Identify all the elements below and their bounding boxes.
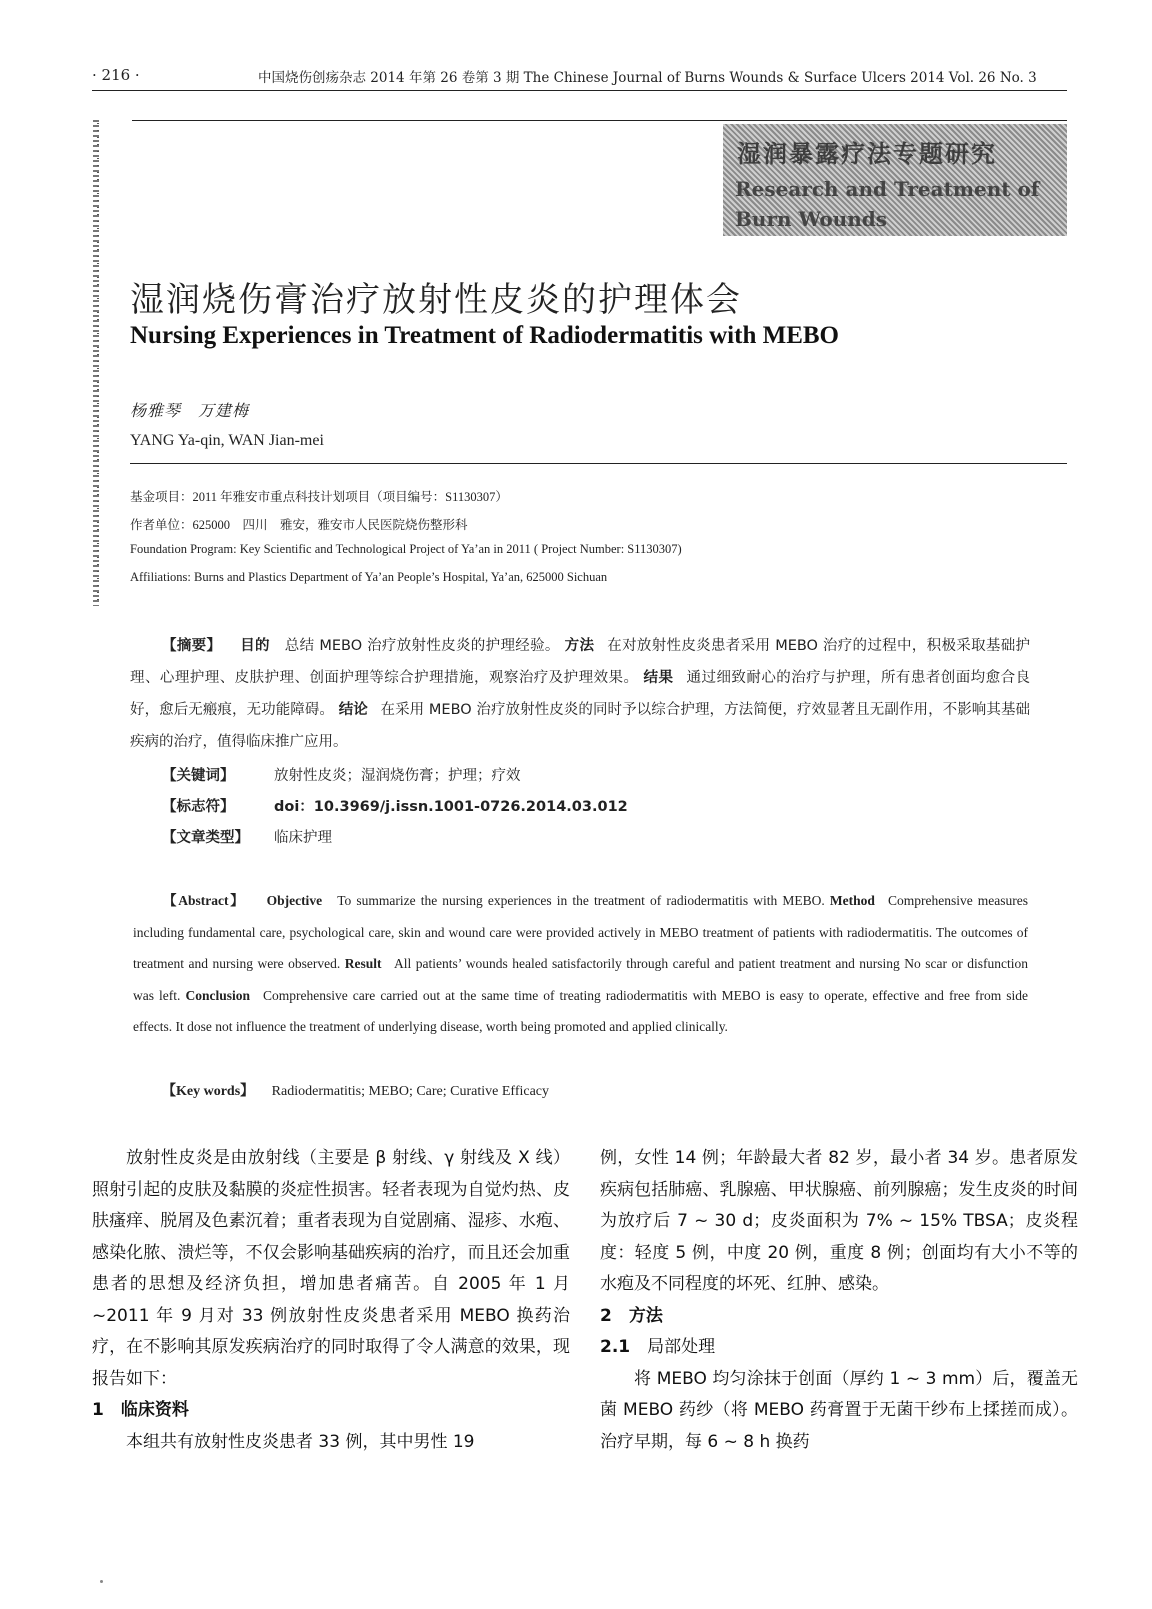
article-title-cn: 湿润烧伤膏治疗放射性皮炎的护理体会 (130, 280, 742, 320)
keywords-en-label: 【Key words】 (162, 1084, 255, 1099)
header-rule (92, 90, 1067, 91)
section-2-1-title: 局部处理 (647, 1337, 716, 1357)
column-badge-cn: 湿润暴露疗法专题研究 (737, 140, 997, 168)
section-2-1-paragraph: 将 MEBO 均匀涂抹于创面（厚约 1 ~ 3 mm）后，覆盖无菌 MEBO 药纱（将 MEBO 药膏置于无菌干纱布上揉搓而成）。治疗早期，每 6 ~ 8 h 换药 (600, 1368, 1078, 1452)
abstract-cn-objective-label: 目的 (240, 638, 270, 654)
abstract-en-method: Comprehensive measures including fundamental care, psychological care, skin and wound care were provided actively in MEBO treatment of patients with radiodermatitis. The outcomes of treatment and nursing were observed. (133, 893, 1029, 971)
abstract-en-objective: To summarize the nursing experiences in the treatment of radiodermatitis with MEBO. (337, 893, 825, 908)
article-type-row (162, 826, 332, 847)
abstract-cn (130, 630, 1030, 758)
keywords-cn-label: 【关键词】 (162, 768, 235, 784)
section-1-continued: 例，女性 14 例；年龄最大者 82 岁，最小者 34 岁。患者原发疾病包括肺癌、乳腺癌、甲状腺癌、前列腺癌；发生皮炎的时间为放疗后 7 ~ 30 d；皮炎面积为 7% ~ 15% TBSA；皮炎程度：轻度 5 例，中度 20 例，重度 8 例；创面均有大小不等的水疱及不同程度的坏死、红肿、感染。 (600, 1148, 1078, 1294)
abstract-cn-objective: 总结 MEBO 治疗放射性皮炎的护理经验。 (284, 638, 560, 654)
abstract-cn-conclusion-label: 结论 (338, 702, 368, 718)
author-rule (130, 463, 1067, 464)
page-number: · 216 · (92, 66, 140, 84)
section-2-1-number: 2.1 (600, 1337, 631, 1357)
abstract-cn-result: 通过细致耐心的治疗与护理，所有患者创面均愈合良好，愈后无瘢痕，无功能障碍。 (130, 670, 1031, 718)
article-title-en: Nursing Experiences in Treatment of Radiodermatitis with MEBO (130, 322, 839, 349)
body-left-column (92, 1143, 570, 1458)
article-type-label: 【文章类型】 (162, 830, 249, 846)
abstract-en-result-label: Result (344, 956, 382, 971)
section-2-heading: 2 方法 (600, 1305, 663, 1326)
abstract-cn-result-label: 结果 (643, 670, 674, 686)
section-1-heading: 1 临床资料 (92, 1400, 189, 1420)
abstract-en (133, 885, 1028, 1043)
affiliation-cn: 作者单位：625000 四川 雅安，雅安市人民医院烧伤整形科 (130, 518, 468, 532)
keywords-cn: 放射性皮炎；湿润烧伤膏；护理；疗效 (274, 768, 521, 784)
abstract-en-result: All patients’ wounds healed satisfactorily through careful and patient treatment and nursing No scar or disfunction was left. (133, 956, 1029, 1003)
abstract-en-method-label: Method (829, 893, 875, 908)
doi-value: doi：10.3969/j.issn.1001-0726.2014.03.012 (274, 799, 628, 815)
abstract-en-objective-label: Objective (266, 893, 323, 908)
keywords-en-row (162, 1080, 549, 1100)
running-header: 中国烧伤创疡杂志 2014 年第 26 卷第 3 期 The Chinese Journal of Burns Wounds & Surface Ulcers 2014 Vol. 26 No. 3 (258, 70, 1037, 86)
footer-mark (100, 1580, 103, 1583)
body-right-column (600, 1143, 1078, 1458)
body-intro-paragraph: 放射性皮炎是由放射线（主要是 β 射线、γ 射线及 X 线）照射引起的皮肤及黏膜的炎症性损害。轻者表现为自觉灼热、皮肤瘙痒、脱屑及色素沉着；重者表现为自觉剧痛、湿疹、水疱、感染化脓、溃烂等，不仅会影响基础疾病的治疗，而且还会加重患者的思想及经济负担，增加患者痛苦。自 2005 年 1 月 ~2011 年 9 月对 33 例放射性皮炎患者采用 MEBO 换药治疗，在不影响其原发疾病治疗的同时取得了令人满意的效果，现报告如下： (92, 1148, 570, 1389)
affiliation-en: Affiliations: Burns and Plastics Department of Ya’an People’s Hospital, Ya’an, 625000 Sichuan (130, 570, 608, 584)
abstract-en-conclusion-label: Conclusion (185, 987, 250, 1003)
abstract-cn-method: 在对放射性皮炎患者采用 MEBO 治疗的过程中，积极采取基础护理、心理护理、皮肤护理、创面护理等综合护理措施，观察治疗及护理效果。 (130, 638, 1031, 686)
margin-dotted-strip-inner (97, 120, 99, 606)
abstract-en-label: 【Abstract】 (163, 893, 246, 908)
funding-cn: 基金项目：2011 年雅安市重点科技计划项目（项目编号：S1130307） (130, 490, 508, 504)
column-badge (723, 124, 1067, 236)
doi-row (162, 795, 628, 816)
abstract-cn-label: 【摘要】 (162, 638, 222, 654)
authors-cn: 杨雅琴 万建梅 (130, 401, 250, 420)
keywords-cn-row (162, 764, 521, 785)
funding-en: Foundation Program: Key Scientific and Technological Project of Ya’an in 2011 ( Project Number: S1130307) (130, 542, 682, 556)
article-type: 临床护理 (274, 830, 332, 846)
column-badge-en: Research and Treatment of Burn Wounds (735, 177, 1040, 231)
top-rule (132, 120, 1067, 121)
abstract-cn-method-label: 方法 (564, 638, 595, 654)
section-2-1-heading (600, 1332, 1078, 1364)
authors-en: YANG Ya-qin, WAN Jian-mei (130, 432, 324, 449)
section-1-paragraph: 本组共有放射性皮炎患者 33 例，其中男性 19 (126, 1431, 475, 1452)
abstract-cn-conclusion: 在采用 MEBO 治疗放射性皮炎的同时予以综合护理，方法简便，疗效显著且无副作用，不影响其基础疾病的治疗，值得临床推广应用。 (130, 702, 1031, 750)
abstract-en-conclusion: Comprehensive care carried out at the same time of treating radiodermatitis with MEBO is easy to operate, effective and free from side effects. It dose not influence the treatment of underlying disease, worth being promoted and applied clinically. (133, 987, 1029, 1034)
keywords-en: Radiodermatitis; MEBO; Care; Curative Efficacy (271, 1084, 550, 1099)
doi-label: 【标志符】 (162, 799, 235, 815)
